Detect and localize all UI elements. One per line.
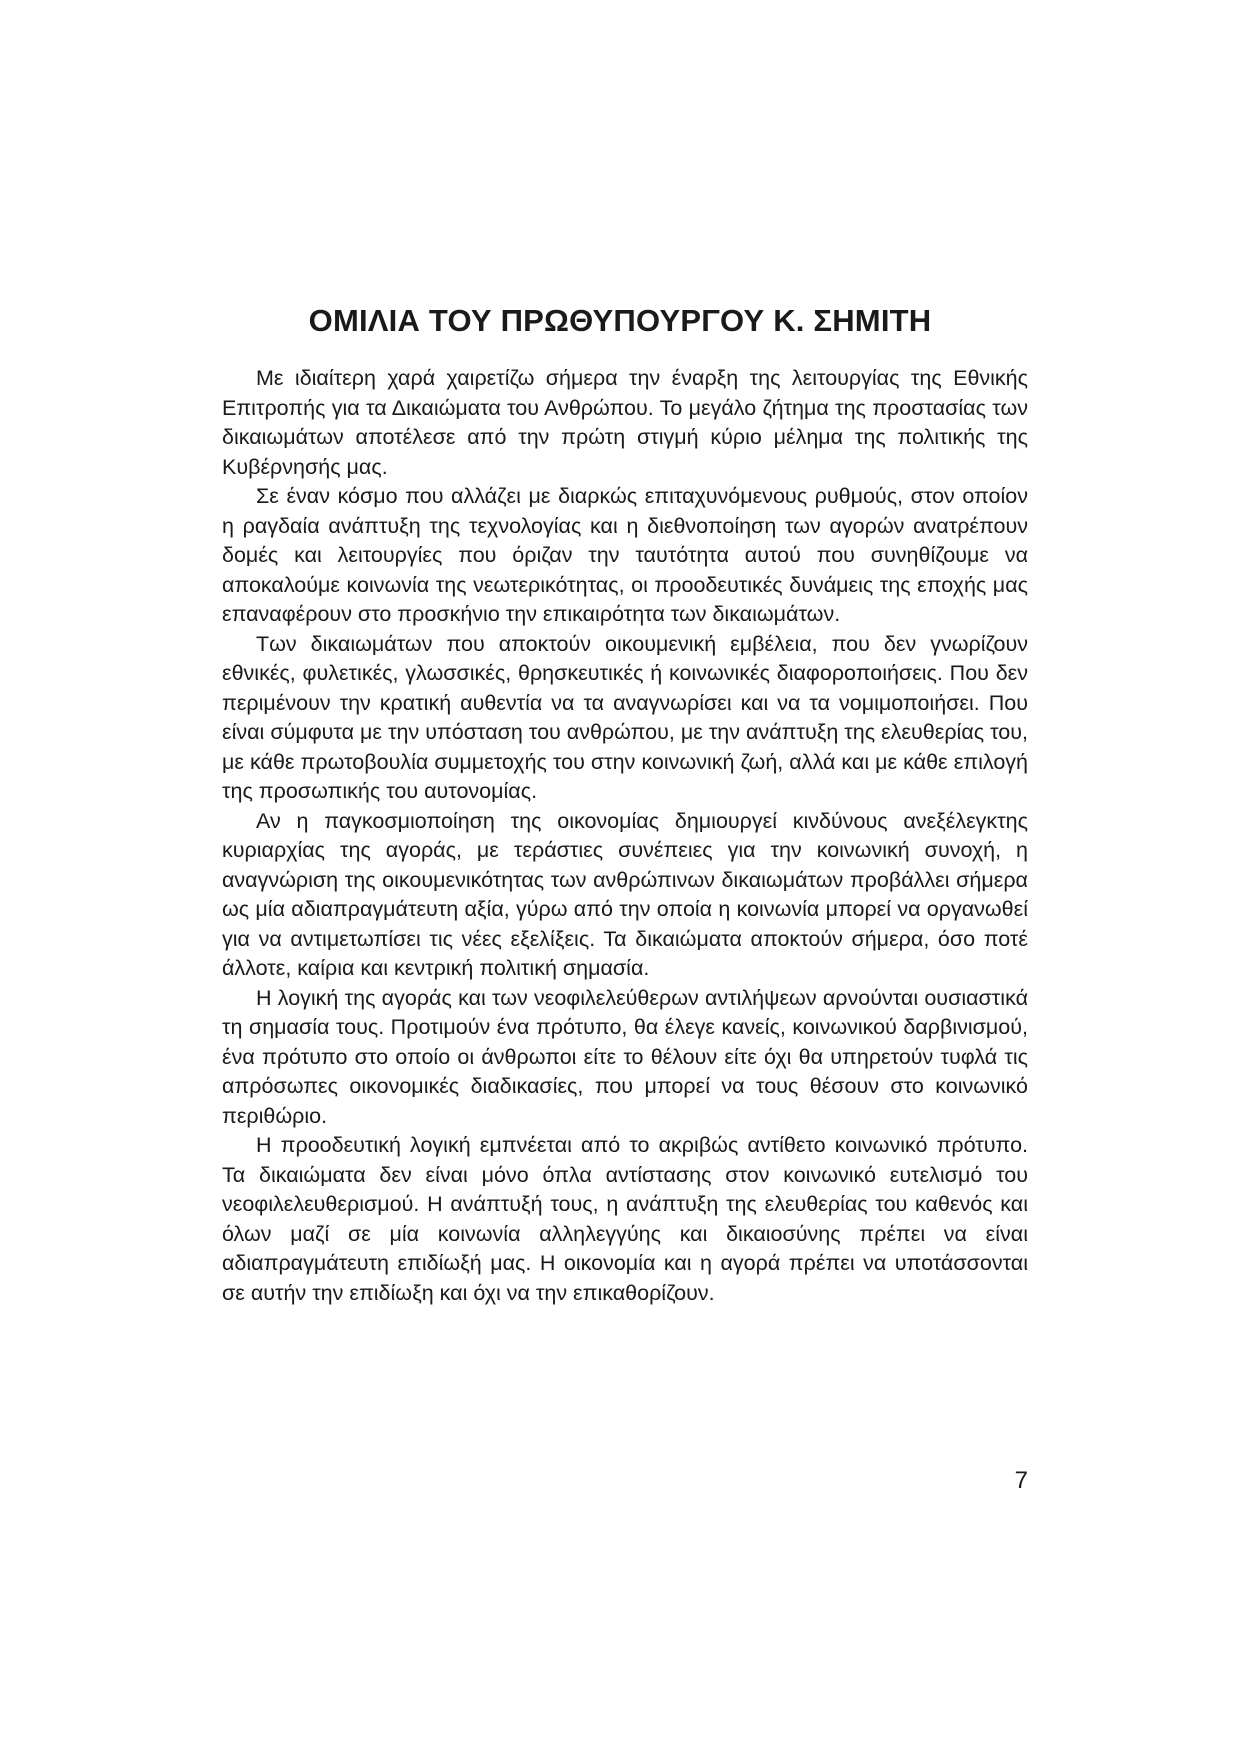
paragraph: Των δικαιωμάτων που αποκτούν οικουμενική εμβέλεια, που δεν γνωρίζουν εθνικές, φυλετικές, γλωσσικές, θρησκευτικές ή κοινωνικές διαφοροποιήσεις. Που δεν περιμένουν την κρατική αυθεντία να τα αναγνωρίσει και να τα νομιμοποιήσει. Που είναι σύμφυτα με την υπόσταση του ανθρώπου, με την ανάπτυξη της ελευθερίας του, με κάθε πρωτοβουλία συμμετοχής του στην κοινωνική ζωή, αλλά και με κάθε επιλογή της προσωπικής του αυτονομίας. bbox=[222, 631, 1028, 803]
page-number: 7 bbox=[1014, 1467, 1028, 1494]
paragraph: Σε έναν κόσμο που αλλάζει με διαρκώς επιταχυνόμενους ρυθμούς, στον οποίον η ραγδαία ανάπτυξη της τεχνολογίας και η διεθνοποίηση των αγορών ανατρέπουν δομές και λειτουργίες που όριζαν την ταυτότητα αυτού που συνηθίζουμε να αποκαλούμε κοινωνία της νεωτερικότητας, οι προοδευτικές δυνάμεις της εποχής μας επαναφέρουν στο προσκήνιο την επικαιρότητα των δικαιωμάτων. bbox=[222, 484, 1028, 626]
speech-body bbox=[222, 364, 1028, 1308]
paragraph: Αν η παγκοσμιοποίηση της οικονομίας δημιουργεί κινδύνους ανεξέλεγκτης κυριαρχίας της αγοράς, με τεράστιες συνέπειες για την κοινωνική συνοχή, η αναγνώριση της οικουμενικότητας των ανθρώπινων δικαιωμάτων προβάλλει σήμερα ως μία αδιαπραγμάτευτη αξία, γύρω από την οποία η κοινωνία μπορεί να οργανωθεί για να αντιμετωπίσει τις νέες εξελίξεις. Τα δικαιώματα αποκτούν σήμερα, όσο ποτέ άλλοτε, καίρια και κεντρική πολιτική σημασία. bbox=[222, 808, 1028, 980]
paragraph: Με ιδιαίτερη χαρά χαιρετίζω σήμερα την έναρξη της λειτουργίας της Εθνικής Επιτροπής για τα Δικαιώματα του Ανθρώπου. Το μεγάλο ζήτημα της προστασίας των δικαιωμάτων αποτέλεσε από την πρώτη στιγμή κύριο μέλημα της πολιτικής της Κυβέρνησής μας. bbox=[222, 366, 1028, 479]
paragraph: Η λογική της αγοράς και των νεοφιλελεύθερων αντιλήψεων αρνούνται ουσιαστικά τη σημασία τους. Προτιμούν ένα πρότυπο, θα έλεγε κανείς, κοινωνικού δαρβινισμού, ένα πρότυπο στο οποίο οι άνθρωποι είτε το θέλουν είτε όχι θα υπηρετούν τυφλά τις απρόσωπες οικονομικές διαδικασίες, που μπορεί να τους θέσουν στο κοινωνικό περιθώριο. bbox=[222, 985, 1028, 1128]
page-title: ΟΜΙΛΙΑ ΤΟΥ ΠΡΩΘΥΠΟΥΡΓΟΥ Κ. ΣΗΜΙΤΗ bbox=[308, 303, 932, 338]
paragraph: Η προοδευτική λογική εμπνέεται από το ακριβώς αντίθετο κοινωνικό πρότυπο. Τα δικαιώματα δεν είναι μόνο όπλα αντίστασης στον κοινωνικό ευτελισμό του νεοφιλελευθερισμού. Η ανάπτυξή τους, η ανάπτυξη της ελευθερίας του καθενός και όλων μαζί σε μία κοινωνία αλληλεγγύης και δικαιοσύνης πρέπει να είναι αδιαπραγμάτευτη επιδίωξή μας. Η οικονομία και η αγορά πρέπει να υποτάσσονται σε αυτήν την επιδίωξη και όχι να την επικαθορίζουν. bbox=[222, 1133, 1028, 1305]
